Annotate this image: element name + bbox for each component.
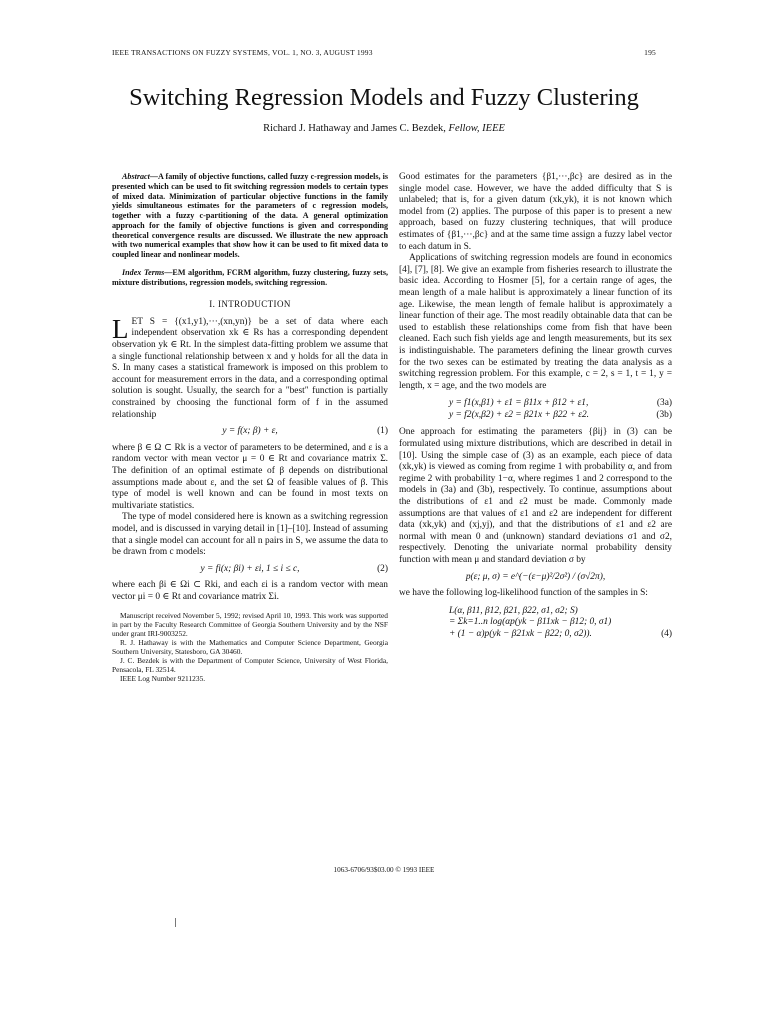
- running-header: [112, 48, 656, 57]
- intro-paragraph-2: where β ∈ Ω ⊂ Rk is a vector of parameters to be determined, and ε is a random vector with mean vector μ = 0 ∈ Rt and covariance matrix Σ. The definition of an optimal estimate of β depends on distributional assumptions made about ε, and the set Ω of feasible values of β. This type of model is well known and can be found in most texts on multivariate statistics.: [112, 442, 388, 511]
- author-affiliation: Fellow, IEEE: [448, 123, 505, 134]
- equation-4-line-3-body: + (1 − α)p(yk − β21xk − β22; 0, σ2)).: [449, 628, 592, 639]
- intro-paragraph-4: where each βi ∈ Ωi ⊂ Rki, and each εi is a random vector with mean vector μi = 0 ∈ Rt and covariance matrix Σi.: [112, 580, 388, 602]
- author-line: [0, 123, 768, 134]
- equation-1: [112, 426, 388, 438]
- intro-paragraph-1: [112, 313, 388, 421]
- equation-4: [449, 606, 672, 641]
- page-number: 195: [644, 48, 656, 57]
- right-paragraph-2: Applications of switching regression models are found in economics [4], [7], [8]. We give an example from fisheries research to illustrate the basic idea. According to Hosmer [5], for a certain range of ages, the mean length of a male halibut is approximately a linear function of its age. Likewise, the mean length of female halibut is approximately a linear function of their age. The most readily obtainable data that can be used to establish these relationships come from fish that have been cleaned. Each such fish yields age and length measurements, but its sex is indistinguishable. The parameters defining the linear growth curves for the two sexes can be estimated by treating the data analysis as a switching regression problem. For this example, c = 2, s = 1, t = 1, y = length, x = age, and the two models are: [399, 253, 672, 391]
- index-terms: [112, 268, 388, 288]
- scan-mark: [175, 918, 176, 927]
- equation-3: [449, 398, 672, 421]
- equation-4-number: (4): [661, 628, 672, 639]
- drop-cap: L: [112, 313, 129, 344]
- footnote-manuscript: Manuscript received November 5, 1992; revised April 10, 1993. This work was supported in part by the Faculty Research Committee of Georgia Southern University and by the NSF under grant IRI-9003252.: [112, 610, 388, 638]
- abstract-text: A family of objective functions, called fuzzy c-regression models, is presented which can be used to fit switching regression models to certain types of mixed data. Minimization of particular objective functions in the family yields simultaneous estimates for the parameters of c regression models, together with a fuzzy c-partitioning of the data. A general optimization approach for the family of objective functions is given and corresponding theoretical convergence results are discussed. We illustrate the new approach with two numerical examples that show how it can be used to fit mixed data to coupled linear and nonlinear models.: [112, 172, 388, 259]
- paper-title: Switching Regression Models and Fuzzy Clustering: [129, 84, 639, 111]
- equation-pdf: p(ε; μ, σ) = e^(−(ε−μ)²/2σ²) / (σ√2π),: [465, 571, 606, 582]
- equation-2-number: (2): [377, 563, 388, 574]
- left-column: [112, 172, 388, 683]
- footnotes: [112, 611, 388, 683]
- index-terms-text: EM algorithm, FCRM algorithm, fuzzy clustering, fuzzy sets, mixture distributions, regression models, switching regression.: [112, 267, 388, 287]
- equation-3b-number: (3b): [656, 409, 672, 420]
- journal-citation: IEEE TRANSACTIONS ON FUZZY SYSTEMS, VOL. 1, NO. 3, AUGUST 1993: [112, 48, 373, 57]
- right-column: [399, 172, 672, 647]
- intro-paragraph-1-text: ET S = {(x1,y1),···,(xn,yn)} be a set of data where each independent observation xk ∈ Rs has a corresponding dependent observation yk ∈ Rt. In the simplest data-fitting problem we assume that a single functional relationship between x and y holds for all the data in S. In many cases a statistical framework is imposed on this problem to account for measurement errors in the data, and a corresponding optimal solution is sought. Usually, the search for a "best" function is partially constrained by choosing the functional form of f in the assumed relationship: [112, 316, 388, 420]
- authors: Richard J. Hathaway and James C. Bezdek,: [263, 123, 446, 134]
- right-paragraph-3: One approach for estimating the parameters {βij} in (3) can be formulated using mixture distributions, which are described in detail in [10]. Using the simple case of (3) as an example, each piece of data (xk,yk) is viewed as coming from regime 1 with probability α, and from regime 2 with probability 1−α, where regimes 1 and 2 correspond to the models in (3a) and (3b), respectively. To continue, assumptions about the distributions of ε1 and ε2 must be made. Commonly made assumptions are that values of ε1 and ε2 are independent for different data (xk,yk) and (xj,yj), and that the distributions of ε1 and ε2 are normal with mean 0 and (unknown) standard deviations σ1 and σ2, respectively. Denoting the univariate normal probability density function with mean μ and standard deviation σ by: [399, 427, 672, 565]
- right-paragraph-4: we have the following log-likelihood function of the samples in S:: [399, 588, 648, 599]
- section-heading-introduction: I. INTRODUCTION: [209, 299, 291, 310]
- index-terms-lead: Index Terms—: [122, 267, 173, 277]
- footnote-bezdek: J. C. Bezdek is with the Department of Computer Science, University of West Florida, Pensacola, FL 32514.: [112, 655, 388, 674]
- equation-1-number: (1): [377, 426, 388, 437]
- equation-3b: [449, 410, 672, 422]
- abstract: [112, 172, 388, 260]
- equation-1-body: y = f(x; β) + ε,: [222, 426, 278, 437]
- equation-4-line-3: [449, 629, 672, 641]
- equation-3a: [449, 398, 672, 410]
- equation-2-body: y = fi(x; βi) + εi, 1 ≤ i ≤ c,: [200, 563, 300, 574]
- equation-3b-body: y = f2(x,β2) + ε2 = β21x + β22 + ε2.: [449, 409, 589, 420]
- equation-4-line-1: L(α, β11, β12, β21, β22, σ1, σ2; S): [449, 605, 578, 616]
- intro-paragraph-3: The type of model considered here is known as a switching regression model, and is discussed in varying detail in [1]–[10]. Instead of assuming that a single model can account for all n pairs in S, we assume the data to be drawn from c models:: [112, 512, 388, 558]
- equation-3a-number: (3a): [656, 398, 672, 409]
- copyright-line: 1063-6706/93$03.00 © 1993 IEEE: [333, 866, 435, 874]
- equation-4-line-2: = Σk=1..n log(αp(yk − β11xk − β12; 0, σ1): [449, 617, 612, 628]
- footnote-hathaway: R. J. Hathaway is with the Mathematics and Computer Science Department, Georgia Southern University, Statesboro, GA 30460.: [112, 637, 388, 656]
- footnote-log-number: IEEE Log Number 9211235.: [120, 673, 206, 683]
- equation-3a-body: y = f1(x,β1) + ε1 = β11x + β12 + ε1,: [449, 398, 589, 409]
- abstract-lead: Abstract—: [122, 172, 158, 181]
- equation-2: [112, 564, 388, 576]
- right-paragraph-1: Good estimates for the parameters {β1,···,βc} are desired as in the single model case. However, we have the added difficulty that S is unlabeled; that is, for a given datum (xk,yk), it is not known which model from (2) applies. The purpose of this paper is to present a new approach, based on fuzzy clustering techniques, that will produce estimates of {β1,···,βc} and at the same time assign a fuzzy label vector to each datum in S.: [399, 172, 672, 252]
